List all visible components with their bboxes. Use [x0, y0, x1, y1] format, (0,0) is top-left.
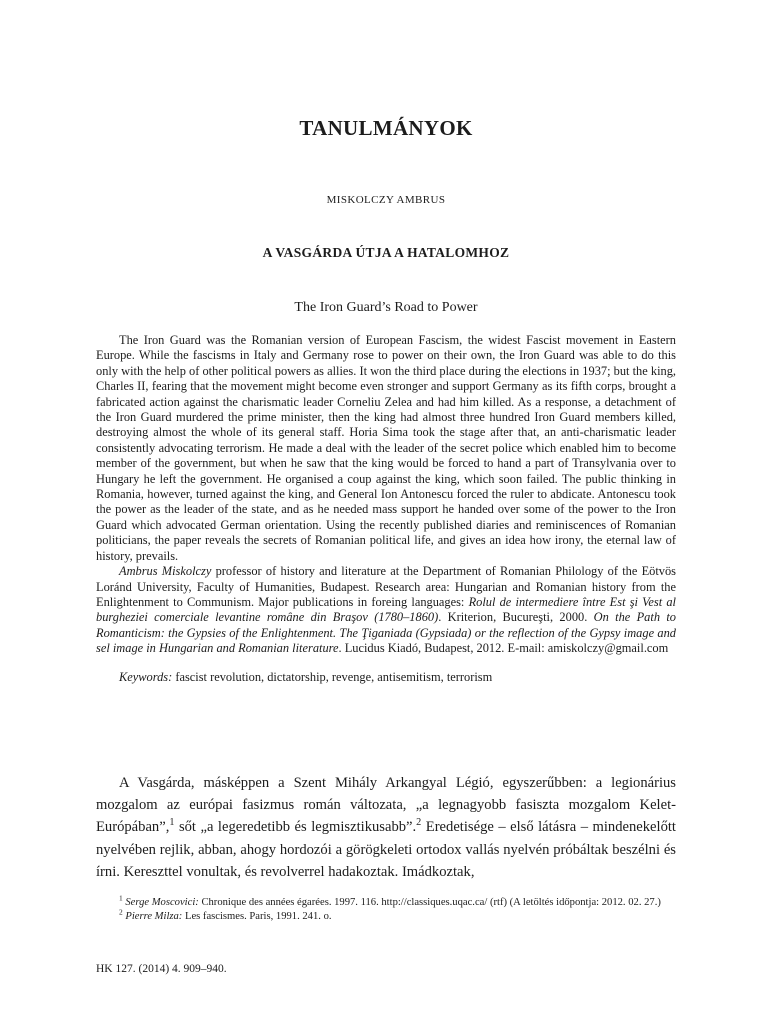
main-text-part1: A Vasgárda, másképpen a Szent Mihály Arkangyal Légió, egyszerűbben: a legionárius mozgalom az európai fasizmus román változata, „a legnagyobb fasiszta mozgalom Kelet-Európában”,	[96, 775, 676, 836]
main-paragraph	[96, 772, 676, 883]
keywords-text: fascist revolution, dictatorship, revenge, antisemitism, terrorism	[172, 669, 493, 684]
bio-name: Ambrus Miskolczy	[119, 564, 212, 579]
footnote-1-author: Serge Moscovici:	[125, 897, 199, 908]
footnote-2-number: 2	[119, 907, 123, 917]
author-bio	[96, 564, 676, 656]
bio-book1-title: Rolul de intermediere între Est şi Vest al burgheziei comerciale levantine române din Braşov (1780–1860)	[96, 594, 676, 625]
footnote-1-text: Chronique des années égarées. 1997. 116. http://classiques.uqac.ca/ (rtf) (A letöltés időpontja: 2012. 02. 27.)	[198, 897, 661, 908]
keywords-label: Keywords:	[119, 669, 173, 684]
main-text	[96, 772, 676, 883]
article-title: A VASGÁRDA ÚTJA A HATALOMHOZ	[262, 245, 510, 260]
section-title: TANULMÁNYOK	[299, 116, 473, 140]
bio-text: professor of history and literature at the Department of Romanian Philology of the Eötvös Loránd University, Faculty of Humanities, Budapest. Research area: Hungarian and Romanian history from the Enlightenment to Communism. Major publications in foreing languages:	[96, 564, 676, 609]
footnotes	[96, 893, 676, 924]
footnote-2	[96, 907, 676, 923]
bio-book2-title: On the Path to Romanticism: the Gypsies of the Enlightenment. The Ţiganiada (Gypsiada) or the reflection of the Gypsy image and sel image in Hungarian and Romanian literature	[96, 610, 676, 656]
journal-reference: HK 127. (2014) 4. 909–940.	[96, 963, 227, 975]
footnote-2-author: Pierre Milza:	[125, 911, 183, 923]
english-title: The Iron Guard’s Road to Power	[294, 300, 478, 315]
bio-book2-pub: . Lucidus Kiadó, Budapest, 2012. E-mail: amiskolczy@gmail.com	[338, 641, 669, 656]
footnote-ref-1: 1	[169, 817, 175, 829]
keywords	[96, 670, 676, 685]
main-text-part2: sőt „a legeredetibb és legmisztikusabb”.	[174, 819, 417, 836]
bio-book1-pub: . Kriterion, Bucureşti, 2000.	[438, 610, 594, 625]
main-text-part3: Eredetisége – első látásra – mindenekelőtt nyelvében rejlik, abban, ahogy hordozói a görögkeleti ortodox vallás nyelvén próbáltak beszélni és írni. Kereszttel vonultak, és revolverrel hadakoztak. Imádkoztak,	[96, 819, 676, 880]
author-name: MISKOLCZY AMBRUS	[326, 194, 446, 206]
footnote-1-number: 1	[119, 893, 123, 903]
footnote-1	[96, 893, 676, 909]
footnote-2-text: Les fascismes. Paris, 1991. 241. o.	[182, 911, 332, 923]
page	[96, 0, 676, 1024]
footnote-ref-2: 2	[416, 817, 422, 829]
abstract-text: The Iron Guard was the Romanian version of European Fascism, the widest Fascist movement in Eastern Europe. While the fascisms in Italy and Germany rose to power on their own, the Iron Guard was able to do this only with the help of other political powers as allies. It won the third place during the elections in 1937; but the king, Charles II, fearing that the movement might become even stronger and support Germany as its fifth corps, brought a fabricated action against the charismatic leader Corneliu Zelea and had him killed. As a response, a detachment of the Iron Guard murdered the prime minister, then the king had almost three hundred Iron Guard members killed, destroying almost the whole of its general staff. Horia Sima took the stage after that, an anti-charismatic leader consistently advocating terrorism. He made a deal with the leader of the secret police which enabled him to become member of the government, but when he saw that the king would be forced to hand a part of Transylvania over to Hungary he left the government. He organised a coup against the king, which soon failed. The public thinking in Romania, however, turned against the king, and General Ion Antonescu forced the ruler to abdicate. Antonescu took the power as the leader of the state, and as he needed mass support he handed over some of the power to the Iron Guard which advocated German orientation. Using the recently published diaries and reminiscences of Romanian politicians, the paper reveals the secrets of Romanian political life, and gives an idea how irony, the eternal law of history, prevails.	[96, 333, 676, 563]
abstract-block	[96, 333, 676, 685]
